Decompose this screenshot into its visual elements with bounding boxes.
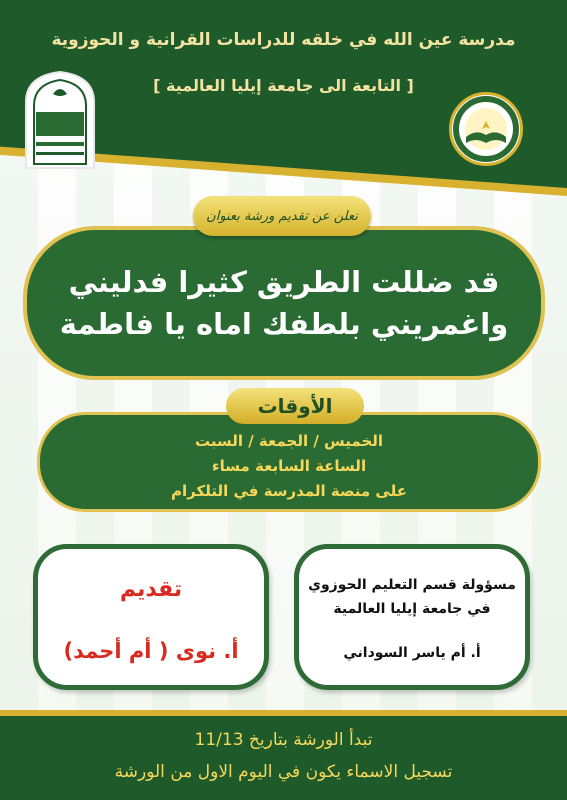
- school-title: مدرسة عين الله في خلقه للدراسات القرانية و الحوزوية: [51, 30, 516, 50]
- supervisor-title-line-1: مسؤولة قسم التعليم الحوزوي: [308, 577, 516, 593]
- schedule-time: الساعة السابعة مساء: [211, 456, 367, 475]
- presenter-name: أ. نوى ( أم أحمد): [63, 639, 239, 663]
- open-book-icon: [452, 95, 520, 163]
- presenter-card: [33, 544, 269, 690]
- supervisor-title-line-2: في جامعة إيليا العالمية: [333, 601, 491, 617]
- workshop-title-box: [23, 226, 545, 380]
- footer-banner: [0, 716, 567, 800]
- quran-school-logo: [449, 92, 523, 166]
- supervisor-name: أ. أم ياسر السوداني: [343, 645, 481, 661]
- elia-university-logo: [20, 68, 100, 172]
- schedule-platform: على منصة المدرسة في التلكرام: [171, 481, 407, 500]
- announcement-intro: نعلن عن تقديم ورشة بعنوان: [193, 196, 371, 236]
- start-date-line: تبدأ الورشة بتاريخ 11/13: [194, 730, 373, 750]
- schedule-days: الخميس / الجمعة / السبت: [194, 431, 384, 450]
- supervisor-card: [294, 544, 530, 690]
- presenter-label: تقديم: [119, 577, 183, 602]
- registration-line: تسجيل الاسماء يكون في اليوم الاول من الورشة: [114, 762, 453, 782]
- university-subtitle: [ التابعة الى جامعة إيليا العالمية ]: [153, 76, 414, 95]
- headline-line-2: واغمريني بلطفك اماه يا فاطمة: [59, 307, 509, 341]
- headline-line-1: قد ضللت الطريق كثيرا فدليني: [68, 265, 500, 299]
- schedule-box: [37, 412, 541, 512]
- schedule-label: الأوقات: [226, 388, 364, 424]
